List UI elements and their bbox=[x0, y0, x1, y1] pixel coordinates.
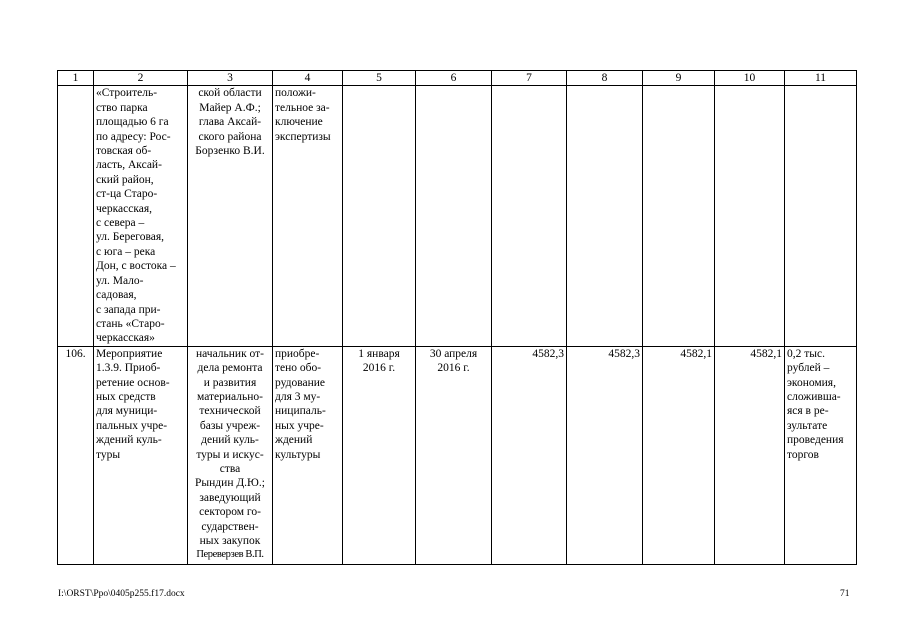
start-date-cell bbox=[343, 86, 416, 346]
result-cell: приобре- тено обо- рудование для 3 му- ниципаль- ных учре- ждений культуры bbox=[273, 346, 343, 564]
header-cell: 4 bbox=[273, 71, 343, 86]
table-row bbox=[58, 346, 857, 564]
header-cell: 1 bbox=[58, 71, 94, 86]
value-cell bbox=[643, 86, 715, 346]
measure-cell: «Строитель- ство парка площадью 6 га по адресу: Рос- товская об- ласть, Аксай- ский район, ст-ца Старо- черкасская, с севера – ул. Береговая, с юга – река Дон, с востока – ул. Мало- садовая, с запада при- стань «Старо- черкасская» bbox=[94, 86, 188, 346]
end-date-cell bbox=[416, 86, 492, 346]
footer-file-path: I:\ORST\Ppo\0405p255.f17.docx bbox=[58, 589, 185, 599]
table-row bbox=[58, 86, 857, 346]
document-table bbox=[57, 70, 857, 565]
measure-cell: Мероприятие 1.3.9. Приоб- ретение основ- ных средств для муници- пальных учре- ждений куль- туры bbox=[94, 346, 188, 564]
result-cell: положи- тельное за- ключение экспертизы bbox=[273, 86, 343, 346]
responsible-cell: ской области Майер А.Ф.; глава Аксай- ского района Борзенко В.И. bbox=[188, 86, 273, 346]
row-number-cell bbox=[58, 86, 94, 346]
header-cell: 5 bbox=[343, 71, 416, 86]
note-cell bbox=[785, 86, 857, 346]
header-cell: 3 bbox=[188, 71, 273, 86]
value-cell: 4582,3 bbox=[567, 346, 643, 564]
end-date-cell: 30 апреля 2016 г. bbox=[416, 346, 492, 564]
note-cell: 0,2 тыс. рублей – экономия, сложивша- яся в ре- зультате проведения торгов bbox=[785, 346, 857, 564]
value-cell: 4582,1 bbox=[715, 346, 785, 564]
header-row bbox=[58, 71, 857, 86]
start-date-cell: 1 января 2016 г. bbox=[343, 346, 416, 564]
header-cell: 11 bbox=[785, 71, 857, 86]
header-cell: 7 bbox=[492, 71, 567, 86]
value-cell: 4582,1 bbox=[643, 346, 715, 564]
responsible-name: Переверзев В.П. bbox=[196, 549, 264, 561]
responsible-cell bbox=[188, 346, 273, 564]
value-cell bbox=[715, 86, 785, 346]
page-number: 71 bbox=[840, 589, 850, 599]
responsible-text: начальник от- дела ремонта и развития материально- технической базы учреж- дений куль- туры и искус- ства Рындин Д.Ю.; заведующий сектором го- сударствен- ных закупок bbox=[195, 347, 265, 547]
value-cell bbox=[492, 86, 567, 346]
value-cell bbox=[567, 86, 643, 346]
header-cell: 9 bbox=[643, 71, 715, 86]
row-number-cell: 106. bbox=[58, 346, 94, 564]
header-cell: 2 bbox=[94, 71, 188, 86]
header-cell: 10 bbox=[715, 71, 785, 86]
header-cell: 8 bbox=[567, 71, 643, 86]
header-cell: 6 bbox=[416, 71, 492, 86]
value-cell: 4582,3 bbox=[492, 346, 567, 564]
